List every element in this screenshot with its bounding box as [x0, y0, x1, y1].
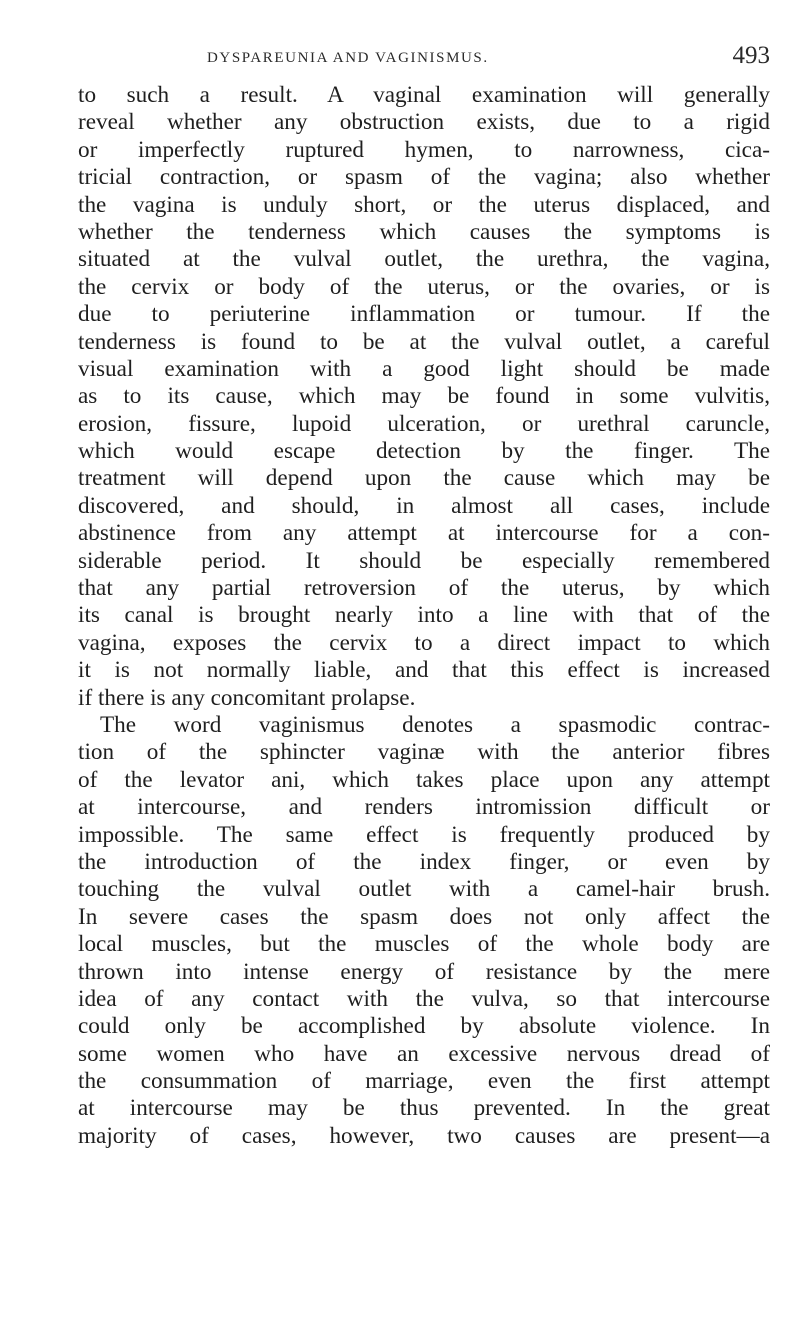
text-line: at intercourse, and renders intromission difficult or	[78, 794, 770, 821]
text-line: local muscles, but the muscles of the whole body are	[78, 931, 770, 958]
text-line: discovered, and should, in almost all cases, include	[78, 492, 770, 519]
running-header	[0, 40, 800, 74]
text-line: which would escape detection by the finger. The	[78, 438, 770, 465]
text-line: siderable period. It should be especially remembered	[78, 547, 770, 574]
text-line: erosion, fissure, lupoid ulceration, or urethral caruncle,	[78, 410, 770, 437]
text-line: some women who have an excessive nervous dread of	[78, 1040, 770, 1067]
text-line: The word vaginismus denotes a spasmodic contrac-	[100, 711, 770, 738]
text-line: whether the tenderness which causes the symptoms is	[78, 218, 770, 245]
text-line: the cervix or body of the uterus, or the ovaries, or is	[78, 273, 770, 300]
text-line: to such a result. A vaginal examination will generally	[78, 82, 770, 108]
text-line: of the levator ani, which takes place upon any attempt	[78, 766, 770, 793]
text-line: the vagina is unduly short, or the uterus displaced, and	[78, 191, 770, 218]
text-line: situated at the vulval outlet, the urethra, the vagina,	[78, 246, 770, 273]
text-line: impossible. The same effect is frequently produced by	[78, 821, 770, 848]
running-title: DYSPAREUNIA AND VAGINISMUS.	[207, 50, 489, 66]
text-line: could only be accomplished by absolute violence. In	[78, 1013, 770, 1040]
text-line: treatment will depend upon the cause which may be	[78, 465, 770, 492]
text-line: idea of any contact with the vulva, so that intercourse	[78, 985, 770, 1012]
page-number: 493	[732, 42, 770, 69]
text-line: majority of cases, however, two causes are present—a	[78, 1122, 770, 1149]
text-line: vagina, exposes the cervix to a direct impact to which	[78, 629, 770, 656]
text-line: as to its cause, which may be found in some vulvitis,	[78, 383, 770, 410]
text-line: or imperfectly ruptured hymen, to narrowness, cica-	[78, 136, 770, 163]
text-line: at intercourse may be thus prevented. In the great	[78, 1095, 770, 1122]
text-line: tenderness is found to be at the vulval outlet, a careful	[78, 328, 770, 355]
text-line: it is not normally liable, and that this effect is increased	[78, 657, 770, 684]
text-line: In severe cases the spasm does not only affect the	[78, 903, 770, 930]
text-line: touching the vulval outlet with a camel-hair brush.	[78, 876, 770, 903]
text-line: tricial contraction, or spasm of the vagina; also whether	[78, 164, 770, 191]
text-line: reveal whether any obstruction exists, due to a rigid	[78, 109, 770, 136]
text-line: the introduction of the index finger, or even by	[78, 848, 770, 875]
text-line: tion of the sphincter vaginæ with the anterior fibres	[78, 739, 770, 766]
text-line: thrown into intense energy of resistance by the mere	[78, 958, 770, 985]
text-line: if there is any concomitant prolapse.	[78, 684, 416, 711]
text-line: due to periuterine inflammation or tumour. If the	[78, 301, 770, 328]
text-line: its canal is brought nearly into a line with that of the	[78, 602, 770, 629]
text-line: abstinence from any attempt at intercourse for a con-	[78, 520, 770, 547]
body-text	[78, 82, 770, 1150]
text-line: the consummation of marriage, even the first attempt	[78, 1068, 770, 1095]
text-line: visual examination with a good light should be made	[78, 355, 770, 382]
text-line: that any partial retroversion of the uterus, by which	[78, 575, 770, 602]
